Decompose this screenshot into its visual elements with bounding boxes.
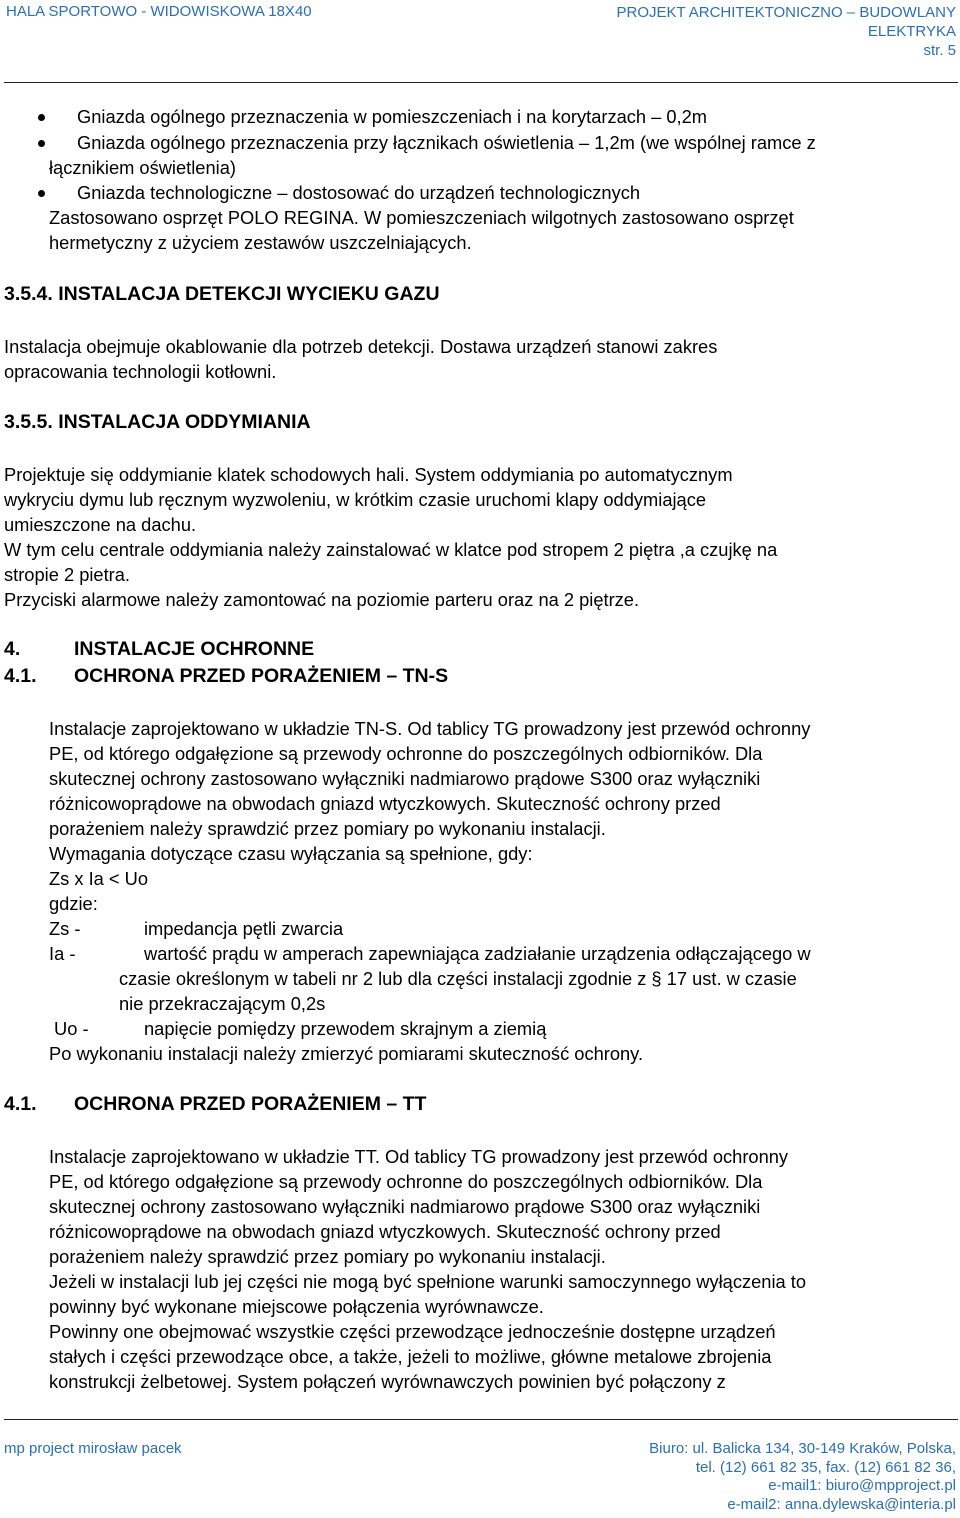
paragraph-line: wykryciu dymu lub ręcznym wyzwoleniu, w krótkim czasie uruchomi klapy oddymiające (4, 489, 707, 510)
chapter-heading: INSTALACJE OCHRONNE (74, 638, 315, 660)
paragraph-line: Jeżeli w instalacji lub jej części nie mogą być spełnione warunki samoczynnego wyłączenia to (49, 1271, 807, 1292)
definition-desc: impedancja pętli zwarcia (144, 918, 344, 939)
section-heading-tn-s: OCHRONA PRZED PORAŻENIEM – TN-S (74, 665, 449, 687)
paragraph-line: stropie 2 pietra. (4, 564, 131, 585)
paragraph-line: skutecznej ochrony zastosowano wyłączniki nadmiarowo prądowe S300 oraz wyłączniki (49, 1196, 761, 1217)
paragraph-line: Instalacja obejmuje okablowanie dla potrzeb detekcji. Dostawa urządzeń stanowi zakres (4, 336, 718, 357)
paragraph-line: umieszczone na dachu. (4, 514, 197, 535)
section-number: 4.1. (4, 665, 37, 687)
paragraph-line: opracowania technologii kotłowni. (4, 361, 277, 382)
header-discipline: ELEKTRYKA (867, 23, 956, 40)
list-item: Gniazda ogólnego przeznaczenia przy łącznikach oświetlenia – 1,2m (we wspólnej ramce z (77, 132, 816, 153)
paragraph-line: PE, od którego odgałęzione są przewody ochronne do poszczególnych odbiorników. Dla (49, 743, 763, 764)
paragraph-line: Projektuje się oddymianie klatek schodowych hali. System oddymiania po automatycznym (4, 464, 733, 485)
section-number: 4.1. (4, 1093, 37, 1115)
paragraph-line: Zastosowano osprzęt POLO REGINA. W pomieszczeniach wilgotnych zastosowano osprzęt (49, 207, 794, 228)
paragraph-line: gdzie: (49, 893, 98, 914)
section-heading-3-5-4: 3.5.4. INSTALACJA DETEKCJI WYCIEKU GAZU (4, 283, 440, 305)
definition-term: Zs - (49, 918, 81, 939)
definition-term: Uo - (54, 1018, 89, 1039)
paragraph-line: różnicowoprądowe na obwodach gniazd wtyczkowych. Skuteczność ochrony przed (49, 1221, 721, 1242)
bullet-marker (38, 114, 45, 121)
paragraph-line: Instalacje zaprojektowano w układzie TN-S. Od tablicy TG prowadzony jest przewód ochronny (49, 718, 811, 739)
list-item: Gniazda ogólnego przeznaczenia w pomieszczeniach i na korytarzach – 0,2m (77, 106, 708, 127)
paragraph-line: różnicowoprądowe na obwodach gniazd wtyczkowych. Skuteczność ochrony przed (49, 793, 721, 814)
footer-phone: tel. (12) 661 82 35, fax. (12) 661 82 36, (695, 1458, 956, 1476)
page-number: str. 5 (923, 42, 956, 59)
paragraph-line: Instalacje zaprojektowano w układzie TT. Od tablicy TG prowadzony jest przewód ochronny (49, 1146, 789, 1167)
definition-desc: napięcie pomiędzy przewodem skrajnym a ziemią (144, 1018, 547, 1039)
header-project-type: PROJEKT ARCHITEKTONICZNO – BUDOWLANY (616, 4, 956, 21)
paragraph-line: Wymagania dotyczące czasu wyłączania są spełnione, gdy: (49, 843, 533, 864)
footer-company: mp project mirosław pacek (4, 1440, 182, 1457)
paragraph-line: Powinny one obejmować wszystkie części przewodzące jednocześnie dostępne urządzeń (49, 1321, 776, 1342)
paragraph-line: Przyciski alarmowe należy zamontować na poziomie parteru oraz na 2 piętrze. (4, 589, 640, 610)
definition-desc: wartość prądu w amperach zapewniająca zadziałanie urządzenia odłączającego w (144, 943, 811, 964)
definition-term: Ia - (49, 943, 76, 964)
header-project-info (617, 3, 957, 60)
list-item: Gniazda technologiczne – dostosować do urządzeń technologicznych (77, 182, 641, 203)
definition-desc-continuation: nie przekraczającym 0,2s (119, 993, 326, 1014)
footer-address: Biuro: ul. Balicka 134, 30-149 Kraków, Polska, (649, 1440, 956, 1457)
footer-email-1: e-mail1: biuro@mpproject.pl (768, 1477, 956, 1494)
formula: Zs x Ia < Uo (49, 868, 149, 889)
paragraph-line: Po wykonaniu instalacji należy zmierzyć pomiarami skuteczność ochrony. (49, 1043, 644, 1064)
footer-email-2: e-mail2: anna.dylewska@interia.pl (727, 1495, 956, 1513)
footer-divider (4, 1419, 958, 1420)
paragraph-line: konstrukcji żelbetowej. System połączeń wyrównawczych powinien być połączony z (49, 1371, 726, 1392)
paragraph-line: PE, od którego odgałęzione są przewody ochronne do poszczególnych odbiorników. Dla (49, 1171, 763, 1192)
paragraph-line: W tym celu centrale oddymiania należy zainstalować w klatce pod stropem 2 piętra ,a czujkę na (4, 539, 778, 560)
header-divider (4, 82, 958, 83)
paragraph-line: hermetyczny z użyciem zestawów uszczelniających. (49, 232, 472, 253)
paragraph-line: skutecznej ochrony zastosowano wyłączniki nadmiarowo prądowe S300 oraz wyłączniki (49, 768, 761, 789)
paragraph-line: porażeniem należy sprawdzić przez pomiary po wykonaniu instalacji. (49, 818, 606, 839)
bullet-marker (38, 140, 45, 147)
definition-desc-continuation: czasie określonym w tabeli nr 2 lub dla części instalacji zgodnie z § 17 ust. w czasie (119, 968, 797, 989)
paragraph-line: porażeniem należy sprawdzić przez pomiary po wykonaniu instalacji. (49, 1246, 606, 1267)
paragraph-line: stałych i części przewodzące obce, a także, jeżeli to możliwe, główne metalowe zbrojenia (49, 1346, 772, 1367)
list-item-continuation: łącznikiem oświetlenia) (49, 157, 236, 178)
header-title: HALA SPORTOWO - WIDOWISKOWA 18X40 (6, 3, 312, 20)
chapter-number: 4. (4, 638, 21, 660)
section-heading-tt: OCHRONA PRZED PORAŻENIEM – TT (74, 1093, 427, 1115)
footer-contact (649, 1440, 956, 1514)
bullet-marker (38, 190, 45, 197)
section-heading-3-5-5: 3.5.5. INSTALACJA ODDYMIANIA (4, 411, 311, 433)
paragraph-line: powinny być wykonane miejscowe połączenia wyrównawcze. (49, 1296, 544, 1317)
